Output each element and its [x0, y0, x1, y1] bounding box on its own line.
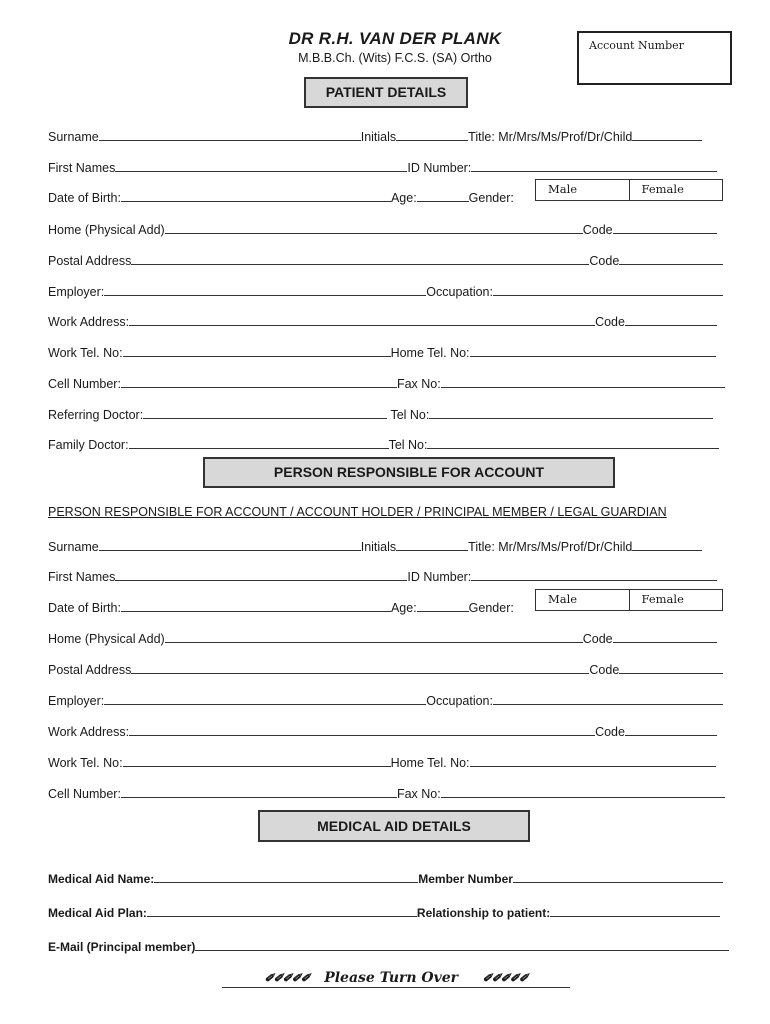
- member-number-label: Member Number: [418, 872, 513, 886]
- medical-aid-plan-row: [48, 904, 720, 920]
- surname-label: Surname: [48, 540, 99, 554]
- postal-label: Postal Address: [48, 254, 132, 268]
- home-tel-label: Home Tel. No:: [390, 756, 470, 770]
- resp-tel-row: [48, 754, 716, 770]
- patient-postal-row: [48, 252, 723, 268]
- medical-aid-plan-field[interactable]: [147, 904, 417, 917]
- employer-label: Employer:: [48, 285, 105, 299]
- cell-label: Cell Number:: [48, 787, 121, 801]
- referring-tel-label: Tel No:: [390, 408, 430, 422]
- postal-field[interactable]: [131, 661, 589, 674]
- patient-surname-row: [48, 128, 702, 144]
- family-tel-label: Tel No:: [388, 438, 428, 452]
- patient-family-row: [48, 436, 719, 452]
- gender-female-option[interactable]: Female: [629, 180, 723, 200]
- occupation-field[interactable]: [493, 692, 723, 705]
- resp-employer-row: [48, 692, 723, 708]
- home-tel-field[interactable]: [470, 754, 716, 767]
- doctor-name: DR R.H. VAN DER PLANK: [288, 29, 502, 48]
- family-doctor-label: Family Doctor:: [48, 438, 129, 452]
- dob-field[interactable]: [121, 599, 391, 612]
- gender-label: Gender:: [468, 601, 514, 615]
- age-label: Age:: [390, 191, 417, 205]
- id-number-field[interactable]: [471, 568, 717, 581]
- home-code-field[interactable]: [613, 630, 717, 643]
- responsible-caption: PERSON RESPONSIBLE FOR ACCOUNT / ACCOUNT HOLDER / PRINCIPAL MEMBER / LEGAL GUARDIAN: [48, 505, 667, 519]
- resp-postal-row: [48, 661, 723, 677]
- home-tel-field[interactable]: [470, 344, 716, 357]
- postal-label: Postal Address: [48, 663, 132, 677]
- work-address-label: Work Address:: [48, 315, 130, 329]
- resp-first-names-row: [48, 568, 717, 584]
- surname-field[interactable]: [99, 538, 361, 551]
- pencil-ornament-icon: ✐✐✐✐✐: [482, 971, 528, 985]
- occupation-label: Occupation:: [426, 694, 493, 708]
- account-number-box[interactable]: [577, 31, 732, 85]
- dob-field[interactable]: [121, 189, 391, 202]
- initials-label: Initials: [360, 130, 397, 144]
- home-tel-label: Home Tel. No:: [390, 346, 470, 360]
- medical-aid-plan-label: Medical Aid Plan:: [48, 906, 147, 920]
- first-names-label: First Names: [48, 570, 116, 584]
- please-turn-over-text: Please Turn Over: [324, 970, 459, 986]
- patient-cell-row: [48, 375, 725, 391]
- employer-field[interactable]: [104, 283, 426, 296]
- home-address-label: Home (Physical Add): [48, 223, 165, 237]
- home-address-field[interactable]: [165, 630, 583, 643]
- responsible-heading: PERSON RESPONSIBLE FOR ACCOUNT: [203, 457, 615, 488]
- work-tel-label: Work Tel. No:: [48, 346, 123, 360]
- age-field[interactable]: [417, 189, 469, 202]
- id-number-label: ID Number:: [407, 161, 472, 175]
- medical-aid-name-row: [48, 870, 723, 886]
- occupation-label: Occupation:: [426, 285, 493, 299]
- medical-aid-heading: MEDICAL AID DETAILS: [258, 810, 530, 842]
- patient-first-names-row: [48, 159, 717, 175]
- dob-label: Date of Birth:: [48, 191, 121, 205]
- age-label: Age:: [390, 601, 417, 615]
- postal-code-field[interactable]: [619, 252, 723, 265]
- please-turn-over: [222, 970, 570, 988]
- employer-field[interactable]: [104, 692, 426, 705]
- postal-code-label: Code: [589, 254, 620, 268]
- title-field[interactable]: [632, 538, 702, 551]
- doctor-qualifications: M.B.B.Ch. (Wits) F.C.S. (SA) Ortho: [298, 51, 492, 65]
- patient-employer-row: [48, 283, 723, 299]
- gender-male-option[interactable]: Male: [548, 182, 578, 196]
- email-field[interactable]: [195, 938, 729, 951]
- initials-label: Initials: [360, 540, 397, 554]
- patient-tel-row: [48, 344, 716, 360]
- work-tel-label: Work Tel. No:: [48, 756, 123, 770]
- referring-tel-field[interactable]: [429, 406, 713, 419]
- patient-details-heading: PATIENT DETAILS: [304, 77, 468, 108]
- resp-surname-row: [48, 538, 702, 554]
- title-label: Title: Mr/Mrs/Ms/Prof/Dr/Child: [468, 130, 633, 144]
- postal-code-field[interactable]: [619, 661, 723, 674]
- work-code-field[interactable]: [625, 723, 717, 736]
- postal-field[interactable]: [131, 252, 589, 265]
- dob-label: Date of Birth:: [48, 601, 121, 615]
- home-address-field[interactable]: [165, 221, 583, 234]
- medical-aid-name-label: Medical Aid Name:: [48, 872, 155, 886]
- age-field[interactable]: [417, 599, 469, 612]
- email-row: [48, 938, 729, 954]
- first-names-label: First Names: [48, 161, 116, 175]
- title-field[interactable]: [632, 128, 702, 141]
- relationship-field[interactable]: [550, 904, 720, 917]
- resp-dob-row: [48, 599, 514, 615]
- work-address-field[interactable]: [129, 723, 595, 736]
- work-address-label: Work Address:: [48, 725, 130, 739]
- initials-field[interactable]: [396, 538, 468, 551]
- medical-aid-name-field[interactable]: [154, 870, 418, 883]
- id-number-field[interactable]: [471, 159, 717, 172]
- fax-label: Fax No:: [396, 377, 441, 391]
- cell-field[interactable]: [121, 375, 397, 388]
- family-doctor-field[interactable]: [129, 436, 389, 449]
- home-code-field[interactable]: [613, 221, 717, 234]
- work-code-field[interactable]: [625, 313, 717, 326]
- patient-gender-options: [535, 179, 723, 201]
- member-number-field[interactable]: [513, 870, 723, 883]
- postal-code-label: Code: [589, 663, 620, 677]
- work-code-label: Code: [595, 725, 625, 739]
- title-label: Title: Mr/Mrs/Ms/Prof/Dr/Child: [468, 540, 633, 554]
- surname-field[interactable]: [99, 128, 361, 141]
- resp-work-address-row: [48, 723, 717, 739]
- first-names-field[interactable]: [115, 568, 407, 581]
- family-tel-field[interactable]: [427, 436, 719, 449]
- referring-doctor-field[interactable]: [143, 406, 387, 419]
- initials-field[interactable]: [396, 128, 468, 141]
- relationship-label: Relationship to patient:: [416, 906, 551, 920]
- email-label: E-Mail (Principal member): [48, 940, 196, 954]
- account-number-label: Account Number: [589, 39, 684, 52]
- fax-field[interactable]: [441, 375, 725, 388]
- gender-male-option[interactable]: Male: [548, 592, 578, 606]
- home-code-label: Code: [582, 632, 613, 646]
- occupation-field[interactable]: [493, 283, 723, 296]
- patient-work-address-row: [48, 313, 717, 329]
- first-names-field[interactable]: [115, 159, 407, 172]
- work-tel-field[interactable]: [123, 754, 391, 767]
- cell-label: Cell Number:: [48, 377, 121, 391]
- resp-gender-options: [535, 589, 723, 611]
- patient-dob-row: [48, 189, 514, 205]
- gender-label: Gender:: [468, 191, 514, 205]
- fax-field[interactable]: [441, 785, 725, 798]
- resp-cell-row: [48, 785, 725, 801]
- home-address-label: Home (Physical Add): [48, 632, 165, 646]
- fax-label: Fax No:: [396, 787, 441, 801]
- employer-label: Employer:: [48, 694, 105, 708]
- home-code-label: Code: [582, 223, 613, 237]
- resp-home-address-row: [48, 630, 717, 646]
- id-number-label: ID Number:: [407, 570, 472, 584]
- patient-home-address-row: [48, 221, 717, 237]
- work-code-label: Code: [595, 315, 625, 329]
- pencil-ornament-icon: ✐✐✐✐✐: [264, 971, 310, 985]
- patient-referring-row: [48, 406, 713, 422]
- surname-label: Surname: [48, 130, 99, 144]
- gender-female-option[interactable]: Female: [629, 590, 723, 610]
- work-tel-field[interactable]: [123, 344, 391, 357]
- work-address-field[interactable]: [129, 313, 595, 326]
- referring-doctor-label: Referring Doctor:: [48, 408, 144, 422]
- cell-field[interactable]: [121, 785, 397, 798]
